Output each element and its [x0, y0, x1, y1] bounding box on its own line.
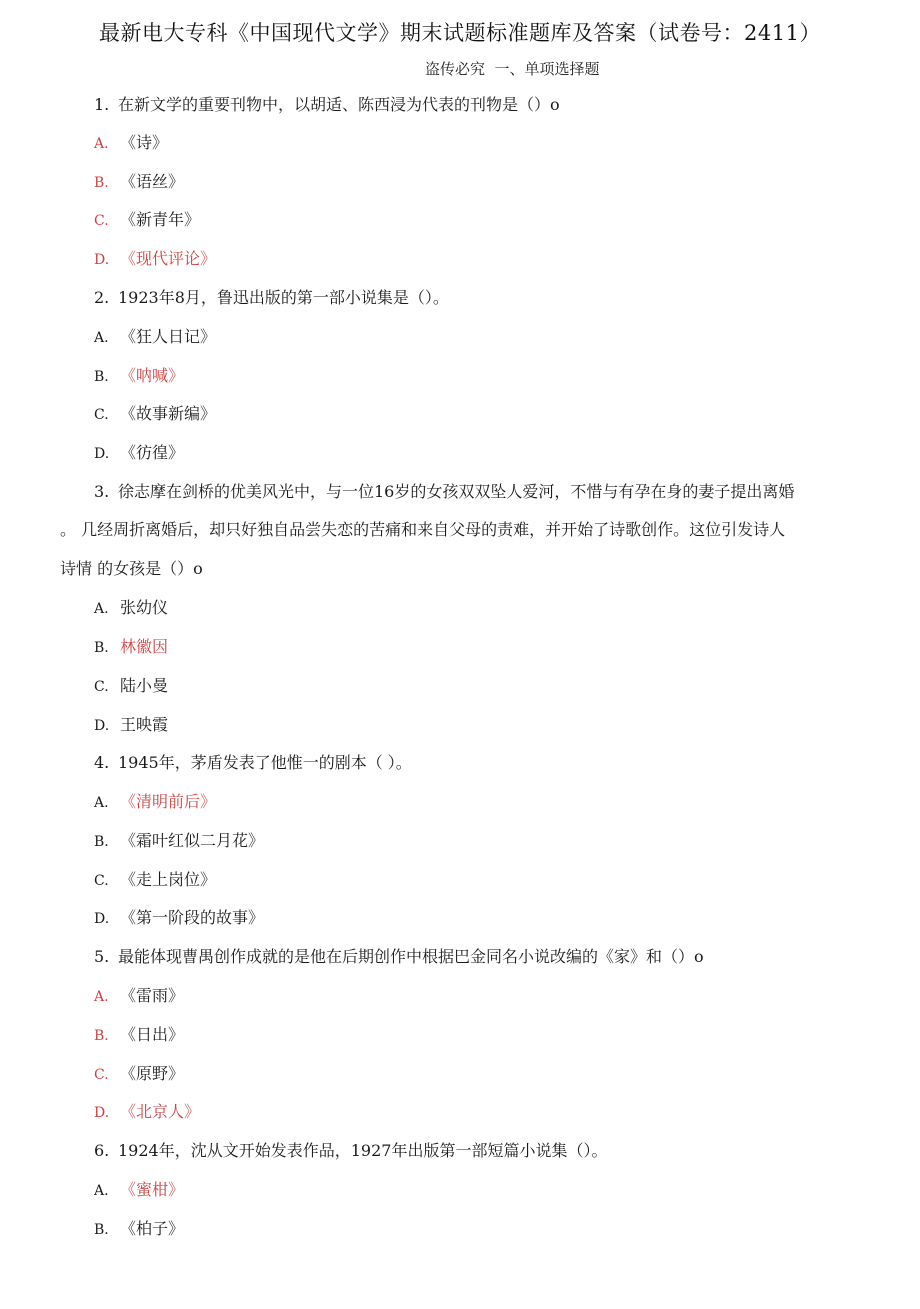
question-text: 1923年8月，鲁迅出版的第一部小说集是（）。 [118, 288, 449, 307]
option-letter: A. [94, 1183, 109, 1199]
option-letter: D. [94, 718, 110, 734]
option-3c [94, 675, 168, 698]
question-4 [94, 752, 412, 774]
option-5a [94, 985, 184, 1008]
option-letter: C. [94, 873, 109, 889]
option-text: 《北京人》 [120, 1102, 201, 1121]
question-text: 最能体现曹禺创作成就的是他在后期创作中根据巴金同名小说改编的《家》和（）o [118, 947, 704, 966]
option-letter: B. [94, 1222, 109, 1238]
option-5b [94, 1024, 184, 1047]
question-text: 1945年，茅盾发表了他惟一的剧本（ ）。 [118, 753, 412, 772]
option-6b [94, 1218, 184, 1241]
option-6a [94, 1179, 184, 1202]
option-letter: A. [94, 795, 109, 811]
option-2c [94, 403, 216, 426]
option-letter: C. [94, 407, 109, 423]
option-2a [94, 326, 216, 349]
question-2 [94, 287, 449, 309]
option-text: 《霜叶红似二月花》 [120, 831, 265, 850]
question-number: 2. [94, 288, 110, 307]
option-text: 《呐喊》 [120, 366, 185, 385]
option-letter: C. [94, 679, 109, 695]
question-3 [94, 481, 794, 503]
option-text: 《清明前后》 [120, 792, 217, 811]
option-letter: A. [94, 136, 109, 152]
option-letter: B. [94, 175, 109, 191]
question-number: 4. [94, 753, 110, 772]
option-2d [94, 442, 184, 465]
option-letter: D. [94, 911, 110, 927]
question-number: 3. [94, 482, 110, 501]
option-text: 《蜜柑》 [120, 1180, 185, 1199]
option-text: 《新青年》 [120, 210, 201, 229]
option-1c [94, 209, 200, 232]
question-text: 在新文学的重要刊物中，以胡适、陈西浸为代表的刊物是（）o [118, 95, 560, 114]
option-text: 《语丝》 [120, 172, 185, 191]
section-heading: 盗传必究 一、单项选择题 [425, 60, 600, 78]
question-3-continuation: 诗情 的女孩是（）o [60, 559, 203, 578]
option-letter: D. [94, 252, 110, 268]
option-text: 《柏子》 [120, 1219, 185, 1238]
option-letter: A. [94, 989, 109, 1005]
option-text: 《现代评论》 [120, 249, 217, 268]
option-1a [94, 132, 168, 155]
option-letter: B. [94, 369, 109, 385]
option-5c [94, 1063, 184, 1086]
option-text: 王映霞 [120, 715, 169, 734]
question-number: 5. [94, 947, 110, 966]
option-text: 《第一阶段的故事》 [120, 908, 265, 927]
option-4a [94, 791, 216, 814]
question-number: 1. [94, 95, 110, 114]
option-2b [94, 365, 184, 388]
option-5d [94, 1101, 200, 1124]
option-text: 《走上岗位》 [120, 870, 217, 889]
question-number: 6. [94, 1141, 110, 1160]
option-3b [94, 636, 168, 659]
option-1d [94, 248, 216, 271]
option-1b [94, 171, 184, 194]
option-letter: D. [94, 446, 110, 462]
question-text: 徐志摩在剑桥的优美风光中，与一位16岁的女孩双双坠人爱河，不惜与有孕在身的妻子提出离婚 [118, 482, 795, 501]
option-3a [94, 597, 168, 620]
option-letter: A. [94, 601, 109, 617]
option-letter: B. [94, 834, 109, 850]
question-3-continuation: 。 几经周折离婚后，却只好独自品尝失恋的苦痛和来自父母的责难，并开始了诗歌创作。这位引发诗人 [60, 520, 786, 539]
option-text: 《雷雨》 [120, 986, 185, 1005]
option-3d [94, 714, 168, 737]
question-5 [94, 946, 704, 968]
option-4c [94, 869, 216, 892]
option-letter: C. [94, 213, 109, 229]
option-text: 《日出》 [120, 1025, 185, 1044]
option-text: 林徽因 [120, 637, 169, 656]
option-4d [94, 907, 264, 930]
option-text: 张幼仪 [120, 598, 169, 617]
option-text: 《狂人日记》 [120, 327, 217, 346]
document-title: 最新电大专科《中国现代文学》期末试题标准题库及答案（试卷号：2411） [99, 21, 821, 45]
option-text: 陆小曼 [120, 676, 169, 695]
option-letter: D. [94, 1105, 110, 1121]
question-text: 1924年，沈从文开始发表作品，1927年出版第一部短篇小说集（）。 [118, 1141, 608, 1160]
option-letter: C. [94, 1067, 109, 1083]
question-6 [94, 1140, 607, 1162]
option-text: 《彷徨》 [120, 443, 185, 462]
option-letter: B. [94, 1028, 109, 1044]
option-4b [94, 830, 264, 853]
option-text: 《故事新编》 [120, 404, 217, 423]
option-letter: B. [94, 640, 109, 656]
option-letter: A. [94, 330, 109, 346]
option-text: 《诗》 [120, 133, 169, 152]
question-1 [94, 94, 560, 116]
option-text: 《原野》 [120, 1064, 185, 1083]
